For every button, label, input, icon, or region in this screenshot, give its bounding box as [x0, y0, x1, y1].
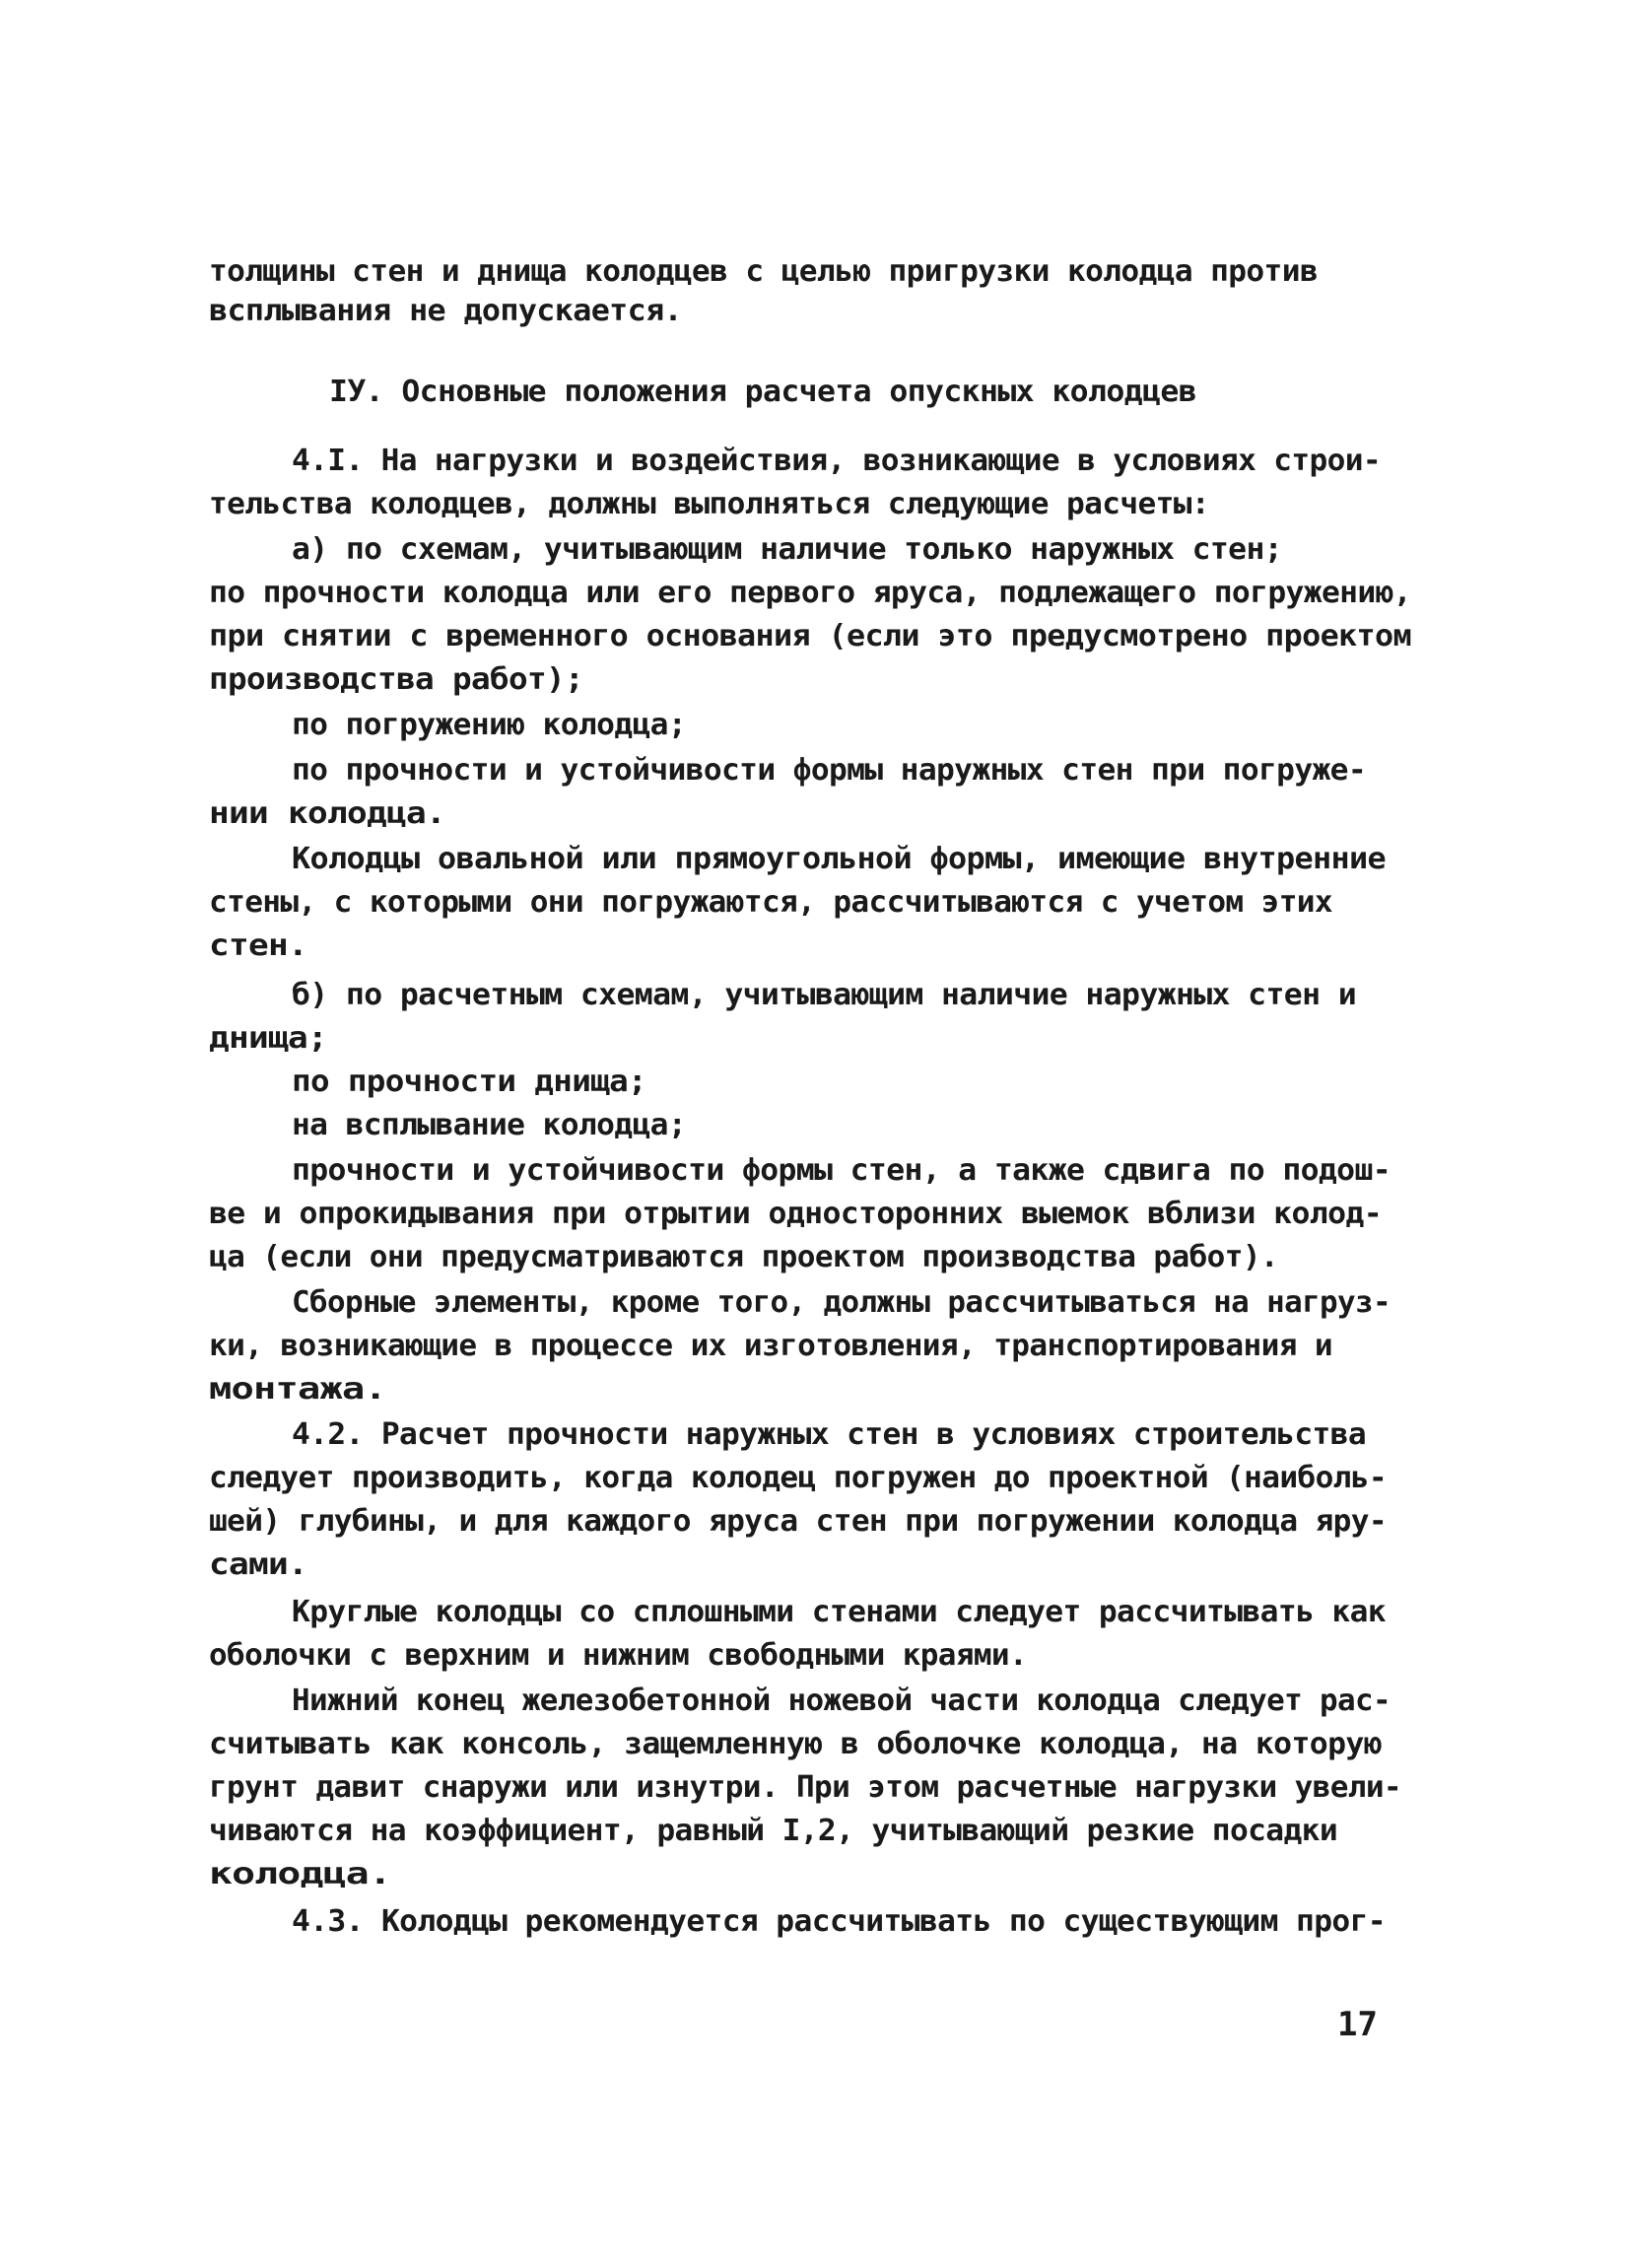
text-line: считывать как консоль, защемленную в оболочке колодца, на которую [209, 1727, 1382, 1761]
text-line: по прочности колодца или его первого яруса, подлежащего погружению, [209, 576, 1411, 610]
text-line: стен. [209, 928, 307, 963]
text-line: Нижний конец железобетонной ножевой части колодца следует рас- [292, 1684, 1391, 1718]
text-line: а) по схемам, учитывающим наличие только наружных стен; [292, 532, 1282, 567]
text-line: при снятии с временного основания (если это предусмотрено проектом [209, 619, 1412, 653]
text-line: по прочности и устойчивости формы наружных стен при погруже- [292, 753, 1366, 788]
text-line: шей) глубины, и для каждого яруса стен при погружении колодца яру- [209, 1504, 1387, 1539]
text-line: ве и опрокидывания при отрытии односторонних выемок вблизи колод- [209, 1197, 1382, 1231]
text-line: ки, возникающие в процессе их изготовления, транспортирования и [209, 1329, 1332, 1363]
text-line: прочности и устойчивости формы стен, а также сдвига по подош- [292, 1153, 1391, 1188]
text-line: чиваются на коэффициент, равный I,2, учитывающий резкие посадки [209, 1814, 1337, 1848]
text-line: всплывания не допускается. [209, 294, 682, 328]
section-heading: IУ. Основные положения расчета опускных колодцев [329, 375, 1196, 409]
text-line: производства работ); [209, 662, 583, 697]
text-line: ца (если они предусматриваются проектом производства работ). [209, 1240, 1278, 1274]
text-line: 4.2. Расчет прочности наружных стен в условиях строительства [292, 1417, 1366, 1452]
text-line: монтажа. [209, 1372, 386, 1407]
text-line: сами. [209, 1547, 307, 1582]
text-line: на всплывание колодца; [292, 1108, 686, 1142]
text-line: грунт давит снаружи или изнутри. При этом расчетные нагрузки увели- [209, 1770, 1401, 1805]
text-line: следует производить, когда колодец погружен до проектной (наиболь- [209, 1461, 1387, 1495]
text-line: днища; [209, 1021, 327, 1056]
text-line: Сборные элементы, кроме того, должны рассчитываться на нагруз- [292, 1285, 1391, 1320]
page-number: 17 [1337, 2005, 1378, 2044]
text-line: Колодцы овальной или прямоугольной формы, имеющие внутренние [292, 842, 1386, 876]
text-line: б) по расчетным схемам, учитывающим наличие наружных стен и [292, 978, 1356, 1012]
text-line: стены, с которыми они погружаются, рассчитываются с учетом этих [209, 885, 1332, 920]
text-line: нии колодца. [209, 796, 445, 831]
text-line: 4.3. Колодцы рекомендуется рассчитывать по существующим прог- [292, 1904, 1386, 1939]
text-line: по погружению колодца; [292, 708, 686, 742]
text-line: толщины стен и днища колодцев с целью пригрузки колодца против [209, 254, 1318, 289]
text-line: колодца. [209, 1857, 391, 1891]
text-line: оболочки с верхним и нижним свободными краями. [209, 1638, 1027, 1673]
text-line: по прочности днища; [292, 1065, 646, 1099]
text-line: Круглые колодцы со сплошными стенами следует рассчитывать как [292, 1595, 1386, 1629]
text-line: тельства колодцев, должны выполняться следующие расчеты: [209, 487, 1209, 521]
text-line: 4.I. На нагрузки и воздействия, возникающие в условиях строи- [292, 444, 1381, 478]
